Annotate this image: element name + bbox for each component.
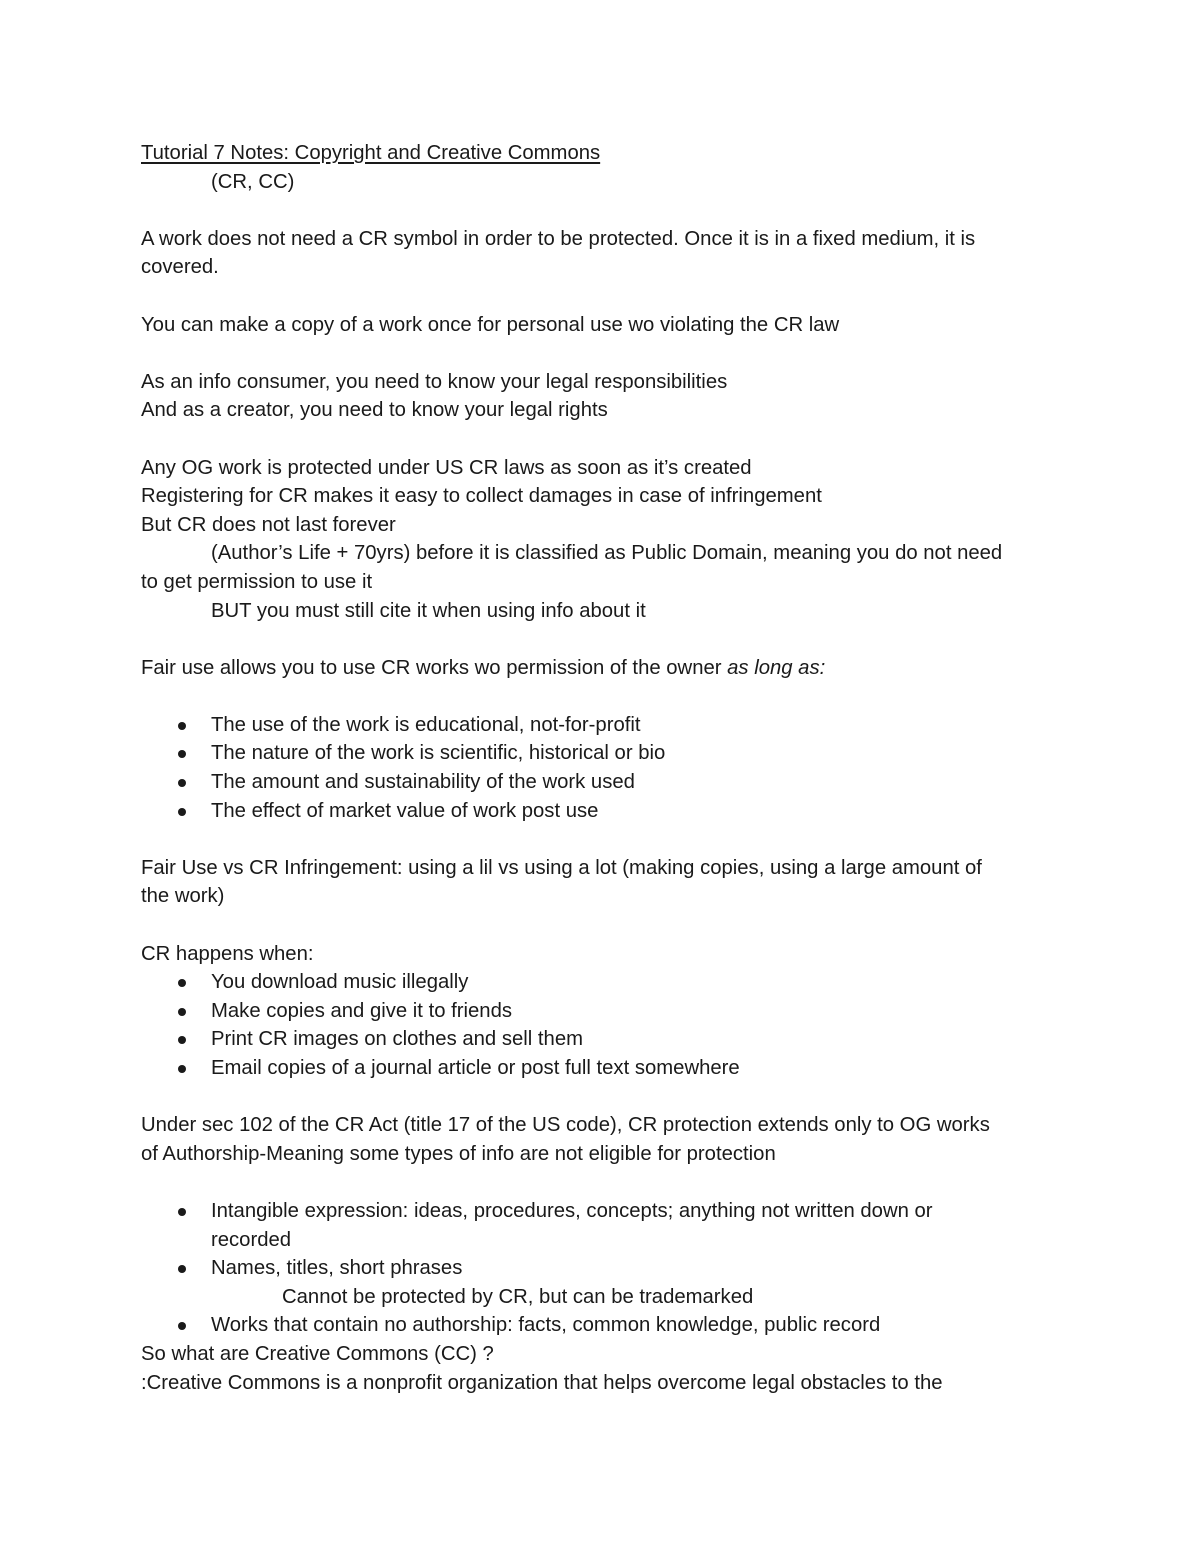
indented-note: Cannot be protected by CR, but can be trademarked bbox=[282, 1285, 754, 1308]
bullet-icon bbox=[178, 1036, 186, 1044]
spacer bbox=[141, 625, 1061, 654]
fair-use-intro bbox=[141, 654, 1061, 683]
paragraph-line: Under sec 102 of the CR Act (title 17 of the US code), CR protection extends only to OG works bbox=[141, 1114, 990, 1137]
spacer bbox=[141, 1083, 1061, 1112]
spacer bbox=[141, 425, 1061, 454]
fair-use-intro-emphasis: as long as: bbox=[727, 656, 826, 679]
list-item: Email copies of a journal article or post full text somewhere bbox=[141, 1054, 1061, 1083]
spacer bbox=[141, 825, 1061, 854]
list-item: The use of the work is educational, not-for-profit bbox=[141, 711, 1061, 740]
bullet-icon bbox=[178, 779, 186, 787]
document-subtitle: (CR, CC) bbox=[211, 170, 295, 193]
spacer bbox=[141, 1168, 1061, 1197]
cr-happens-list bbox=[141, 968, 1061, 1082]
paragraph-line: As an info consumer, you need to know your legal responsibilities bbox=[141, 370, 728, 393]
bullet-icon bbox=[178, 1065, 186, 1073]
list-item: You download music illegally bbox=[141, 968, 1061, 997]
spacer bbox=[141, 911, 1061, 940]
spacer bbox=[141, 282, 1061, 311]
cr-happens-heading: CR happens when: bbox=[141, 942, 314, 965]
fair-use-list bbox=[141, 711, 1061, 825]
bullet-icon bbox=[178, 1008, 186, 1016]
list-item: The effect of market value of work post use bbox=[141, 797, 1061, 826]
indented-line: BUT you must still cite it when using info about it bbox=[211, 599, 646, 622]
bullet-icon bbox=[178, 979, 186, 987]
list-item: Names, titles, short phrases bbox=[141, 1254, 1061, 1283]
bullet-icon bbox=[178, 808, 186, 816]
ineligible-list-continued bbox=[141, 1311, 1061, 1340]
paragraph-line: Registering for CR makes it easy to collect damages in case of infringement bbox=[141, 485, 822, 508]
bullet-icon bbox=[178, 722, 186, 730]
paragraph-line: of Authorship-Meaning some types of info are not eligible for protection bbox=[141, 1142, 776, 1165]
list-item: The nature of the work is scientific, historical or bio bbox=[141, 739, 1061, 768]
spacer bbox=[141, 196, 1061, 225]
paragraph-line: And as a creator, you need to know your legal rights bbox=[141, 399, 608, 422]
list-item: The amount and sustainability of the work used bbox=[141, 768, 1061, 797]
indented-line: (Author’s Life + 70yrs) before it is classified as Public Domain, meaning you do not need bbox=[211, 542, 1003, 565]
cc-answer: :Creative Commons is a nonprofit organization that helps overcome legal obstacles to the bbox=[141, 1371, 943, 1394]
list-item: Print CR images on clothes and sell them bbox=[141, 1025, 1061, 1054]
paragraph-line: But CR does not last forever bbox=[141, 513, 396, 536]
list-item: Make copies and give it to friends bbox=[141, 997, 1061, 1026]
list-item: Intangible expression: ideas, procedures, concepts; anything not written down or recorded bbox=[141, 1197, 1061, 1254]
spacer bbox=[141, 682, 1061, 711]
paragraph-line: Fair Use vs CR Infringement: using a lil vs using a lot (making copies, using a large amount of bbox=[141, 856, 982, 879]
paragraph-line: A work does not need a CR symbol in order to be protected. Once it is in a fixed medium, it is covered. bbox=[141, 227, 976, 279]
document-page bbox=[141, 139, 1061, 1397]
paragraph-line: the work) bbox=[141, 885, 225, 908]
fair-use-intro-text: Fair use allows you to use CR works wo permission of the owner bbox=[141, 656, 728, 679]
paragraph-line: Any OG work is protected under US CR laws as soon as it’s created bbox=[141, 456, 752, 479]
document-title: Tutorial 7 Notes: Copyright and Creative Commons bbox=[141, 142, 601, 164]
bullet-icon bbox=[178, 1265, 186, 1273]
bullet-icon bbox=[178, 1208, 186, 1216]
spacer bbox=[141, 339, 1061, 368]
paragraph-line: to get permission to use it bbox=[141, 570, 373, 593]
cc-question: So what are Creative Commons (CC) ? bbox=[141, 1342, 494, 1365]
list-item: Works that contain no authorship: facts, common knowledge, public record bbox=[141, 1311, 1061, 1340]
ineligible-list bbox=[141, 1197, 1061, 1283]
bullet-icon bbox=[178, 750, 186, 758]
bullet-icon bbox=[178, 1322, 186, 1330]
paragraph-line: You can make a copy of a work once for personal use wo violating the CR law bbox=[141, 313, 840, 336]
